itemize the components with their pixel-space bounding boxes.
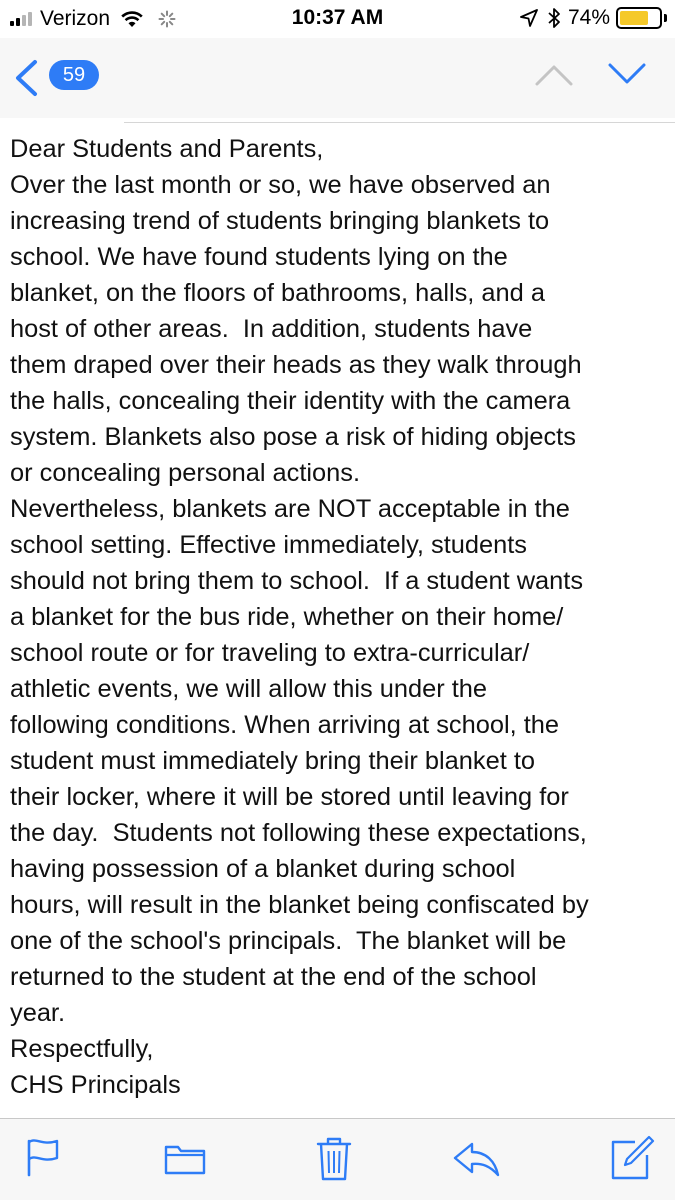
email-body-line: or concealing personal actions. [10,459,361,487]
email-body-line: athletic events, we will allow this under the [10,675,488,703]
reply-icon[interactable] [452,1141,500,1177]
battery-level-fill [620,11,648,25]
battery-icon [616,7,662,29]
email-body-line: the halls, concealing their identity with the camera [10,387,571,415]
bottom-toolbar [0,1119,675,1200]
navigation-bar [0,38,675,118]
status-right [520,6,667,30]
next-message-chevron-down-icon[interactable] [607,60,647,88]
battery-percent: 74% [567,6,610,29]
email-body-line: host of other areas. In addition, students have [10,315,533,343]
email-body-line: blanket, on the floors of bathrooms, halls, and a [10,279,545,307]
email-body-line: CHS Principals [10,1071,181,1099]
email-body-line: increasing trend of students bringing blankets to [10,207,550,235]
email-body-line: a blanket for the bus ride, whether on their home/ [10,603,564,631]
carrier-name: Verizon [40,7,111,30]
previous-message-chevron-up-icon[interactable] [534,60,574,88]
clock-time: 10:37 AM [291,6,384,29]
email-body-line: school setting. Effective immediately, students [10,531,527,559]
email-body-line: having possession of a blanket during school [10,855,516,883]
status-bar [0,0,675,38]
email-body-line: one of the school's principals. The blanket will be [10,927,567,955]
email-body-line: following conditions. When arriving at school, the [10,711,560,739]
email-body-line: hours, will result in the blanket being confiscated by [10,891,589,919]
email-body-line: Nevertheless, blankets are NOT acceptable in the [10,495,570,523]
email-body-line: them draped over their heads as they walk through [10,351,582,379]
email-body-line: their locker, where it will be stored until leaving for [10,783,569,811]
back-count-badge[interactable]: 59 [49,60,99,90]
bluetooth-icon [546,7,562,29]
location-arrow-icon [520,9,538,27]
email-body-line: Dear Students and Parents, [10,135,324,163]
battery-cap [664,14,667,22]
folder-icon[interactable] [164,1143,206,1175]
back-chevron-icon[interactable] [12,58,40,98]
email-body-line: school. We have found students lying on the [10,243,508,271]
email-body-line: Respectfully, [10,1035,154,1063]
email-body [10,131,670,1103]
trash-icon[interactable] [316,1136,352,1182]
email-body-line: should not bring them to school. If a student wants [10,567,584,595]
header-divider [124,122,675,123]
flag-icon[interactable] [26,1137,60,1177]
email-body-line: student must immediately bring their blanket to [10,747,535,775]
email-body-line: Over the last month or so, we have observed an [10,171,551,199]
compose-icon[interactable] [609,1135,655,1181]
email-body-line: school route or for traveling to extra-curricular/ [10,639,530,667]
email-body-line: system. Blankets also pose a risk of hiding objects [10,423,576,451]
email-body-line: the day. Students not following these expectations, [10,819,587,847]
email-body-line: returned to the student at the end of the school [10,963,537,991]
email-body-line: year. [10,999,66,1027]
